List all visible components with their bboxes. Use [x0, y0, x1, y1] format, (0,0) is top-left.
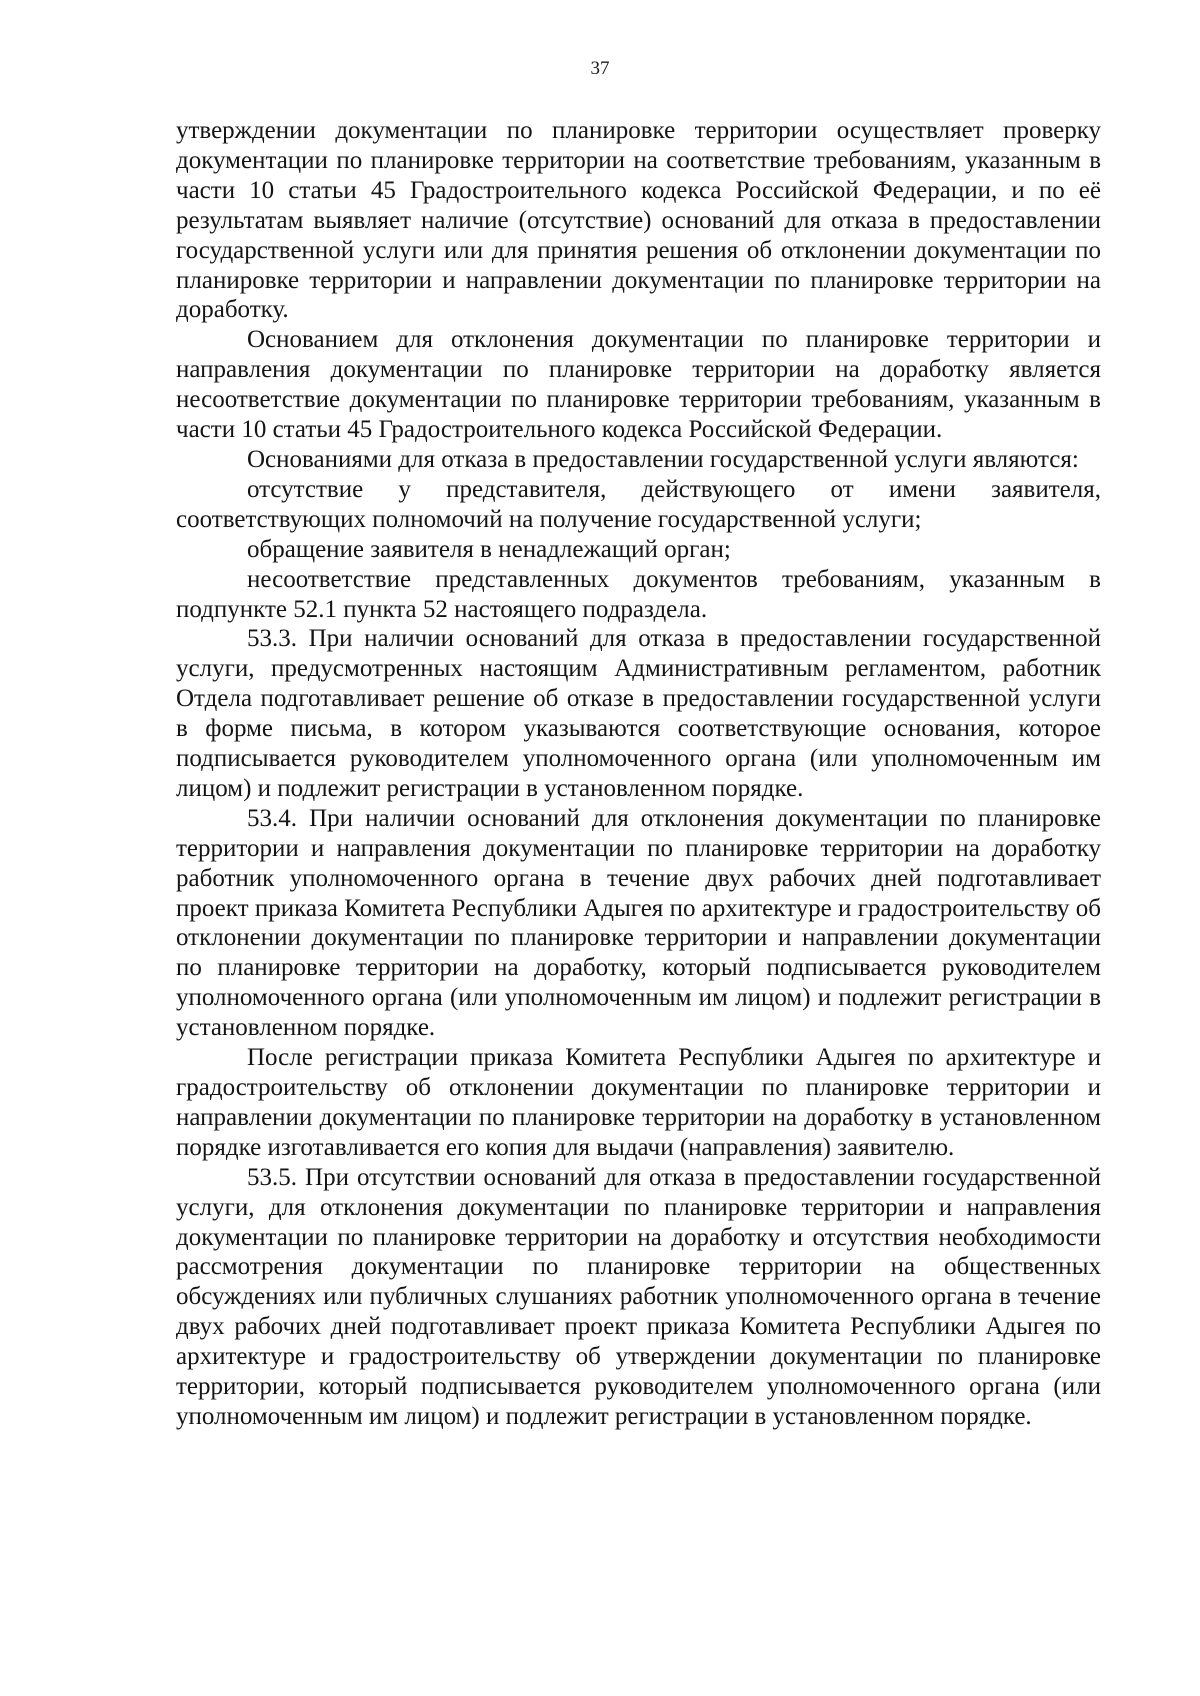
page-number: 37 [590, 58, 610, 79]
paragraph-rejection-basis: Основанием для отклонения документации по планировке территории и направления документации по планировке территории на доработку является несоответствие документации по планировке территории требованиям, указанным в части 10 статьи 45 Градостроительного кодекса Российской Федерации. [176, 326, 1101, 444]
paragraph-53-3: 53.3. При наличии оснований для отказа в предоставлении государственной услуги, предусмотренных настоящим Административным регламентом, работник Отдела подготавливает решение об отказе в предоставлении государственной услуги в форме письма, в котором указываются соответствующие основания, которое подписывается руководителем уполномоченного органа (или уполномоченным им лицом) и подлежит регистрации в установленном порядке. [176, 625, 1101, 802]
paragraph-53-5: 53.5. При отсутствии оснований для отказа в предоставлении государственной услуги, для отклонения документации по планировке территории и направления документации по планировке территории на доработку и отсутствия необходимости рассмотрения документации по планировке территории на общественных обсуждениях или публичных слушаниях работник уполномоченного органа в течение двух рабочих дней подготавливает проект приказа Комитета Республики Адыгея по архитектуре и градостроительству об утверждении документации по планировке территории, который подписывается руководителем уполномоченного органа (или уполномоченным им лицом) и подлежит регистрации в установленном порядке. [176, 1163, 1101, 1430]
paragraph-refusal-ground-1: отсутствие у представителя, действующего от имени заявителя, соответствующих полномочий на получение государственной услуги; [176, 475, 1101, 533]
document-body [176, 116, 1101, 1432]
paragraph-53-4: 53.4. При наличии оснований для отклонения документации по планировке территории и направления документации по планировке территории на доработку работник уполномоченного органа в течение двух рабочих дней подготавливает проект приказа Комитета Республики Адыгея по архитектуре и градостроительству об отклонении документации по планировке территории и направлении документации по планировке территории на доработку, который подписывается руководителем уполномоченного органа (или уполномоченным им лицом) и подлежит регистрации в установленном порядке. [176, 804, 1101, 1042]
paragraph-continuation: утверждении документации по планировке территории осуществляет проверку документации по планировке территории на соответствие требованиям, указанным в части 10 статьи 45 Градостроительного кодекса Российской Федерации, и по её результатам выявляет наличие (отсутствие) оснований для отказа в предоставлении государственной услуги или для принятия решения об отклонении документации по планировке территории и направлении документации по планировке территории на доработку. [176, 117, 1101, 324]
paragraph-refusal-grounds-intro: Основаниями для отказа в предоставлении государственной услуги являются: [247, 445, 1079, 473]
paragraph-after-registration: После регистрации приказа Комитета Республики Адыгея по архитектуре и градостроительству об отклонении документации по планировке территории и направлении документации по планировке территории на доработку в установленном порядке изготавливается его копия для выдачи (направления) заявителю. [176, 1044, 1101, 1161]
paragraph-refusal-ground-3: несоответствие представленных документов требованиям, указанным в подпункте 52.1 пункта 52 настоящего подраздела. [176, 565, 1101, 623]
paragraph-refusal-ground-2: обращение заявителя в ненадлежащий орган; [247, 535, 731, 563]
